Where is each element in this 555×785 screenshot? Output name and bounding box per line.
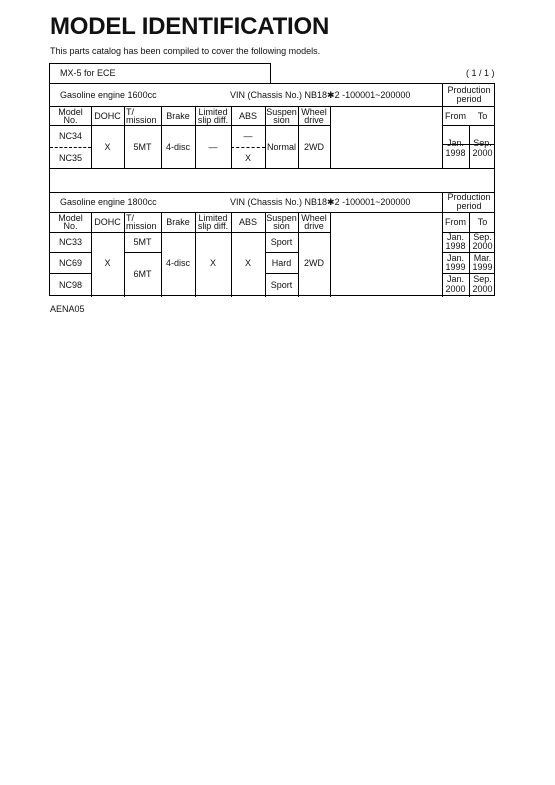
column-header-brake: Brake xyxy=(166,111,190,121)
column-header-to: To xyxy=(477,111,488,121)
to-cell: 2000 xyxy=(472,284,493,294)
suspension-cell: Sport xyxy=(270,237,293,247)
production-period-header: Production xyxy=(447,192,491,202)
vin-label-1800: VIN (Chassis No.) NB18✱2 -100001~200000 xyxy=(230,197,411,207)
suspension-cell: Sport xyxy=(270,280,293,290)
column-header-model-no: No. xyxy=(63,221,78,231)
column-header-abs: ABS xyxy=(238,217,257,227)
divider xyxy=(330,212,331,297)
suspension-cell: Hard xyxy=(271,258,292,268)
column-header-tmission: mission xyxy=(126,115,157,125)
lsd-cell: — xyxy=(208,142,218,152)
to-cell: Sep. xyxy=(473,232,492,242)
column-header-tmission: T/ xyxy=(126,107,134,117)
to-cell: 2000 xyxy=(472,241,493,251)
divider xyxy=(442,125,494,126)
column-header-from: From xyxy=(445,217,466,227)
column-header-wheel-drive: drive xyxy=(304,221,324,231)
divider xyxy=(50,147,91,148)
from-cell: 1999 xyxy=(445,262,466,272)
divider xyxy=(124,106,125,168)
column-header-dohc: DOHC xyxy=(94,111,121,121)
tmission-cell: 5MT xyxy=(133,237,152,247)
page-subtitle: This parts catalog has been compiled to cover the following models. xyxy=(50,46,321,56)
divider xyxy=(231,147,265,148)
divider xyxy=(330,106,331,168)
tmission-cell: 5MT xyxy=(133,142,152,152)
to-cell: Sep. xyxy=(473,274,492,284)
model-table xyxy=(49,83,495,296)
abs-cell: — xyxy=(243,131,253,141)
page-title: MODEL IDENTIFICATION xyxy=(50,13,330,40)
column-header-to: To xyxy=(477,217,488,227)
engine-label-1800: Gasoline engine 1800cc xyxy=(60,197,157,207)
column-header-lsd: slip diff. xyxy=(197,115,229,125)
column-header-suspension: Suspen xyxy=(266,107,297,117)
column-header-lsd: Limited xyxy=(198,213,228,223)
to-cell: 2000 xyxy=(472,148,493,158)
lsd-cell: X xyxy=(209,258,216,268)
column-header-wheel-drive: Wheel xyxy=(301,107,327,117)
divider xyxy=(50,252,91,253)
divider xyxy=(124,212,125,297)
page-indicator: ( 1 / 1 ) xyxy=(466,68,495,78)
model-no-cell: NC69 xyxy=(58,258,82,268)
column-header-lsd: slip diff. xyxy=(197,221,229,231)
production-period-header: period xyxy=(456,201,482,211)
divider xyxy=(50,192,494,193)
suspension-cell: Normal xyxy=(266,142,296,152)
divider xyxy=(50,273,91,274)
divider xyxy=(50,125,330,126)
abs-cell: X xyxy=(244,153,251,163)
production-period-header: Production xyxy=(447,85,491,95)
dohc-cell: X xyxy=(104,142,111,152)
from-cell: Jan. xyxy=(446,138,464,148)
abs-cell: X xyxy=(244,258,251,268)
divider xyxy=(265,273,298,274)
from-cell: Jan. xyxy=(446,274,464,284)
from-cell: 1998 xyxy=(445,241,466,251)
model-no-cell: NC33 xyxy=(58,237,82,247)
to-cell: 1999 xyxy=(472,262,493,272)
to-cell: Mar. xyxy=(473,253,492,263)
to-cell: Sep. xyxy=(473,138,492,148)
column-header-model-no: No. xyxy=(63,115,78,125)
column-header-tmission: mission xyxy=(126,221,157,231)
divider xyxy=(50,168,494,169)
from-cell: 1998 xyxy=(445,148,466,158)
brake-cell: 4-disc xyxy=(165,142,190,152)
model-header-label: MX-5 for ECE xyxy=(60,68,116,78)
column-header-suspension: sion xyxy=(273,221,290,231)
model-no-cell: NC98 xyxy=(58,280,82,290)
wheel-drive-cell: 2WD xyxy=(304,258,324,268)
catalog-code: AENA05 xyxy=(50,304,85,314)
model-header-box xyxy=(49,63,271,83)
column-header-suspension: Suspen xyxy=(266,213,297,223)
divider xyxy=(50,232,330,233)
tmission-cell: 6MT xyxy=(133,269,152,279)
column-header-suspension: sion xyxy=(273,115,290,125)
from-cell: Jan. xyxy=(446,232,464,242)
dohc-cell: X xyxy=(104,258,111,268)
column-header-model-no: Model xyxy=(58,107,83,117)
model-no-cell: NC35 xyxy=(58,153,82,163)
vin-label-1600: VIN (Chassis No.) NB18✱2 -100001~200000 xyxy=(230,90,411,100)
column-header-brake: Brake xyxy=(166,217,190,227)
divider xyxy=(124,252,161,253)
column-header-tmission: T/ xyxy=(126,213,134,223)
wheel-drive-cell: 2WD xyxy=(304,142,324,152)
column-header-model-no: Model xyxy=(58,213,83,223)
column-header-wheel-drive: Wheel xyxy=(301,213,327,223)
production-period-header: period xyxy=(456,94,482,104)
column-header-abs: ABS xyxy=(238,111,257,121)
engine-label-1600: Gasoline engine 1600cc xyxy=(60,90,157,100)
from-cell: 2000 xyxy=(445,284,466,294)
model-no-cell: NC34 xyxy=(58,131,82,141)
column-header-dohc: DOHC xyxy=(94,217,121,227)
brake-cell: 4-disc xyxy=(165,258,190,268)
column-header-wheel-drive: drive xyxy=(304,115,324,125)
column-header-lsd: Limited xyxy=(198,107,228,117)
from-cell: Jan. xyxy=(446,253,464,263)
divider xyxy=(265,252,298,253)
column-header-from: From xyxy=(445,111,466,121)
